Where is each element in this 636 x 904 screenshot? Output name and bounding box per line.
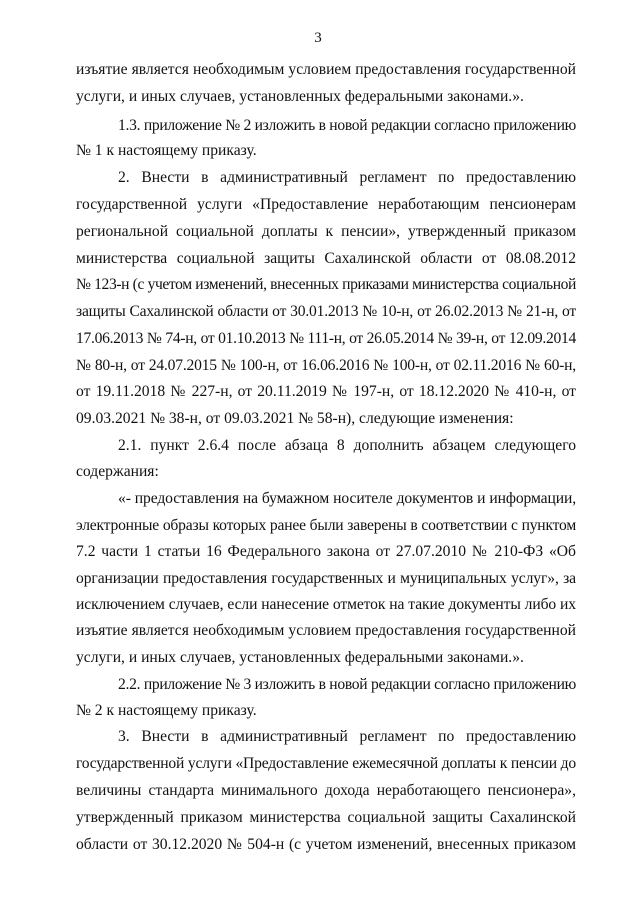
text-line: изъятие является необходимым условием предоставления государственной: [76, 622, 576, 639]
paragraph-first-line: 3. Внести в административный регламент по предоставлению: [118, 728, 576, 745]
text-line: от 19.11.2018 № 227-н, от 20.11.2019 № 197-н, от 18.12.2020 № 410-н, от: [76, 383, 576, 400]
text-line: региональной социальной доплаты к пенсии», утвержденный приказом: [76, 223, 576, 240]
text-line: величины стандарта минимального дохода неработающего пенсионера»,: [76, 782, 576, 799]
paragraph-first-line: 2.1. пункт 2.6.4 после абзаца 8 дополнить абзацем следующего: [118, 437, 576, 454]
paragraph-first-line: 2. Внести в административный регламент по предоставлению: [118, 169, 576, 186]
paragraph-first-line: «- предоставления на бумажном носителе документов и информации,: [118, 490, 576, 507]
text-line: № 1 к настоящему приказу.: [76, 142, 257, 159]
text-line: услуги, и иных случаев, установленных федеральными законами.».: [76, 88, 524, 105]
text-line: 17.06.2013 № 74-н, от 01.10.2013 № 111-н, от 26.05.2014 № 39-н, от 12.09.2014: [76, 330, 576, 347]
text-line: министерства социальной защиты Сахалинской области от 08.08.2012: [76, 250, 576, 267]
text-line: государственной услуги «Предоставление неработающим пенсионерам: [76, 196, 576, 213]
text-line: электронные образы которых ранее были заверены в соответствии с пунктом: [76, 517, 576, 534]
text-line: организации предоставления государственных и муниципальных услуг», за: [76, 570, 576, 587]
text-line: № 123-н (с учетом изменений, внесенных приказами министерства социальной: [76, 276, 576, 293]
text-line: изъятие является необходимым условием предоставления государственной: [76, 61, 576, 78]
text-line: 09.03.2021 № 38-н, от 09.03.2021 № 58-н), следующие изменения:: [76, 410, 514, 427]
text-line: области от 30.12.2020 № 504-н (с учетом изменений, внесенных приказом: [76, 836, 576, 853]
text-line: № 2 к настоящему приказу.: [76, 702, 257, 719]
text-line: № 80-н, от 24.07.2015 № 100-н, от 16.06.2016 № 100-н, от 02.11.2016 № 60-н,: [76, 357, 576, 374]
text-line: государственной услуги «Предоставление ежемесячной доплаты к пенсии до: [76, 755, 576, 772]
paragraph-first-line: 2.2. приложение № 3 изложить в новой редакции согласно приложению: [118, 676, 576, 693]
page-number: 3: [314, 30, 322, 46]
text-line: содержания:: [76, 463, 159, 480]
text-line: защиты Сахалинской области от 30.01.2013 № 10-н, от 26.02.2013 № 21-н, от: [76, 303, 576, 320]
text-line: исключением случаев, если нанесение отметок на такие документы либо их: [76, 596, 576, 613]
paragraph-first-line: 1.3. приложение № 2 изложить в новой редакции согласно приложению: [118, 117, 576, 134]
text-line: 7.2 части 1 статьи 16 Федерального закона от 27.07.2010 № 210-ФЗ «Об: [76, 543, 576, 560]
text-line: услуги, и иных случаев, установленных федеральными законами.».: [76, 649, 524, 666]
text-line: утвержденный приказом министерства социальной защиты Сахалинской: [76, 809, 576, 826]
